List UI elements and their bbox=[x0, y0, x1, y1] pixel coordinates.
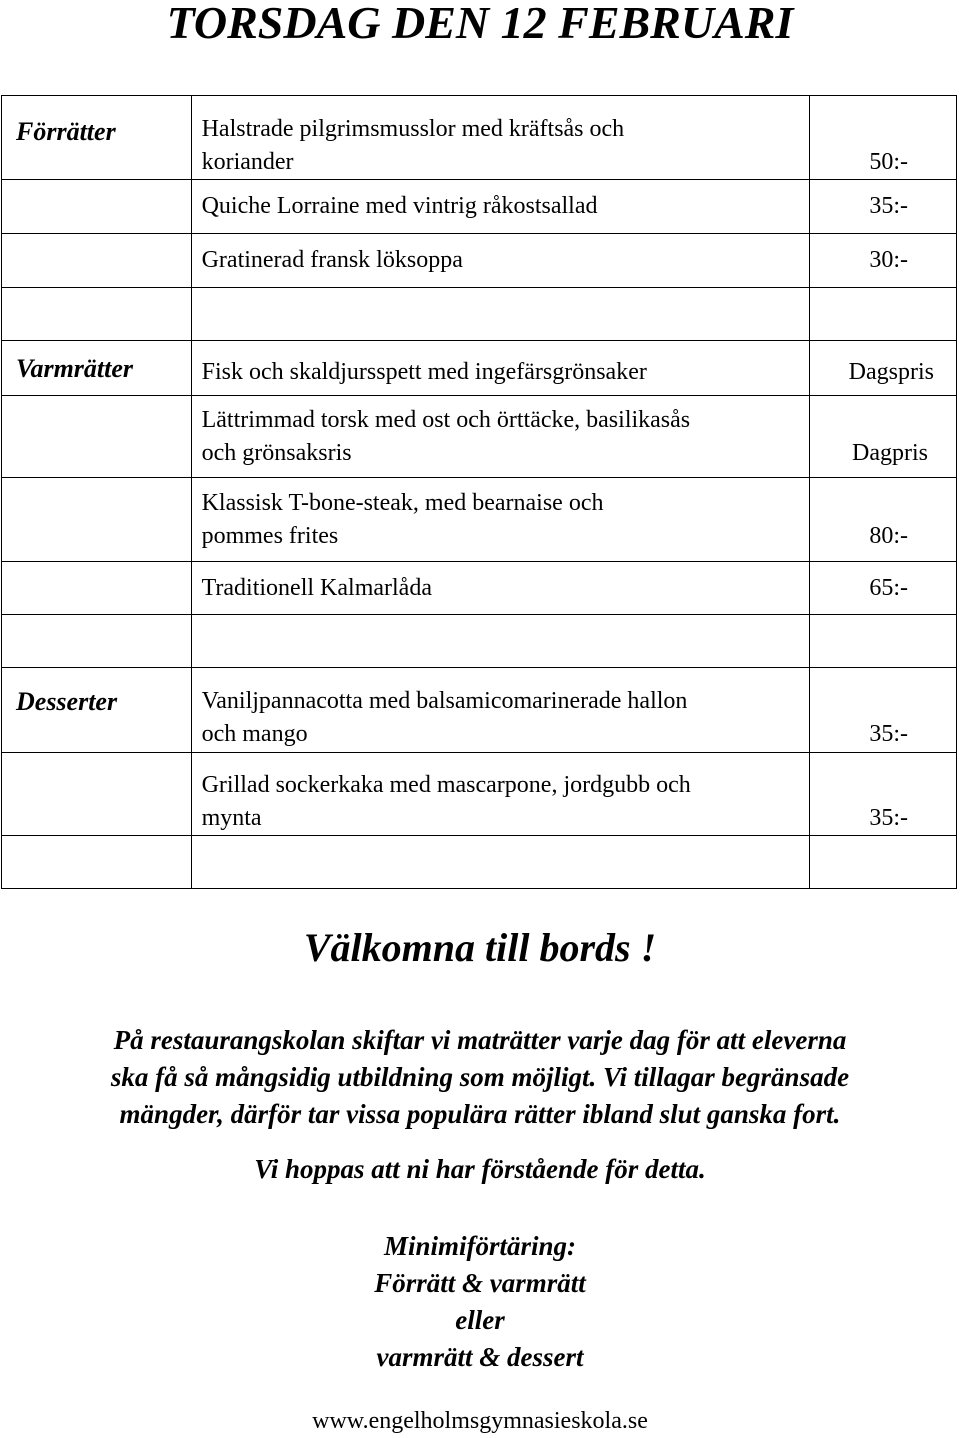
price-cell bbox=[809, 668, 956, 753]
price-cell bbox=[809, 341, 956, 396]
dish-name: koriander bbox=[201, 149, 294, 175]
dish-price: Dagpris bbox=[852, 440, 928, 466]
info-line: På restaurangskolan skiftar vi maträtter varje dag för att eleverna bbox=[113, 1025, 847, 1055]
page-title: TORSDAG DEN 12 FEBRUARI bbox=[166, 0, 794, 48]
dish-cell bbox=[191, 478, 809, 562]
menu-row bbox=[2, 180, 957, 234]
section-cell bbox=[2, 234, 192, 288]
dish-name: Quiche Lorraine med vintrig råkostsallad bbox=[201, 193, 598, 219]
section-label-desserter: Desserter bbox=[16, 687, 118, 716]
section-cell bbox=[2, 562, 192, 615]
menu-row bbox=[2, 562, 957, 615]
menu-row bbox=[2, 96, 957, 180]
dish-price: 35:- bbox=[869, 193, 908, 219]
spacer-row bbox=[2, 615, 957, 668]
section-cell bbox=[2, 478, 192, 562]
dish-name: Gratinerad fransk löksoppa bbox=[201, 247, 463, 273]
dish-name: och mango bbox=[201, 721, 308, 747]
welcome-heading: Välkomna till bords ! bbox=[303, 925, 657, 970]
spacer-row bbox=[2, 288, 957, 341]
dish-price: 65:- bbox=[869, 575, 908, 601]
minimum-order bbox=[0, 1228, 960, 1376]
minimum-option-1: Förrätt & varmrätt bbox=[374, 1268, 586, 1298]
section-cell bbox=[2, 180, 192, 234]
section-cell bbox=[2, 396, 192, 478]
section-cell bbox=[2, 341, 192, 396]
menu-row bbox=[2, 668, 957, 753]
info-line: ska få så mångsidig utbildning som möjligt. Vi tillagar begränsade bbox=[110, 1062, 850, 1092]
menu-row bbox=[2, 753, 957, 836]
minimum-option-2: varmrätt & dessert bbox=[376, 1342, 584, 1372]
dish-price: 35:- bbox=[869, 721, 908, 747]
dish-name: Vaniljpannacotta med balsamicomarinerade hallon bbox=[201, 688, 688, 714]
section-label-forratter: Förrätter bbox=[16, 117, 116, 146]
menu-row bbox=[2, 234, 957, 288]
dish-cell bbox=[191, 562, 809, 615]
price-cell bbox=[809, 396, 956, 478]
menu-row bbox=[2, 396, 957, 478]
minimum-or: eller bbox=[455, 1305, 505, 1335]
dish-name: och grönsaksris bbox=[201, 440, 352, 466]
menu-row bbox=[2, 478, 957, 562]
price-cell bbox=[809, 753, 956, 836]
dish-price: 80:- bbox=[869, 523, 908, 549]
section-cell bbox=[2, 96, 192, 180]
dish-cell bbox=[191, 341, 809, 396]
dish-cell bbox=[191, 234, 809, 288]
menu-row bbox=[2, 341, 957, 396]
dish-cell bbox=[191, 668, 809, 753]
understanding-text: Vi hoppas att ni har förstående för detta. bbox=[254, 1154, 706, 1184]
price-cell bbox=[809, 478, 956, 562]
section-cell bbox=[2, 668, 192, 753]
dish-name: Klassisk T-bone-steak, med bearnaise och bbox=[201, 490, 604, 516]
dish-cell bbox=[191, 753, 809, 836]
dish-name: Grillad sockerkaka med mascarpone, jordgubb och bbox=[201, 772, 691, 798]
dish-cell bbox=[191, 180, 809, 234]
dish-name: Fisk och skaldjursspett med ingefärsgrönsaker bbox=[201, 359, 647, 385]
dish-price: 30:- bbox=[869, 247, 908, 273]
price-cell bbox=[809, 234, 956, 288]
dish-cell bbox=[191, 396, 809, 478]
dish-cell bbox=[191, 96, 809, 180]
price-cell bbox=[809, 96, 956, 180]
minimum-heading: Minimiförtäring: bbox=[383, 1231, 577, 1261]
dish-price: Dagspris bbox=[848, 359, 934, 385]
website-link[interactable]: www.engelholmsgymnasieskola.se bbox=[312, 1408, 648, 1434]
dish-price: 50:- bbox=[869, 149, 908, 175]
dish-name: pommes frites bbox=[201, 523, 339, 549]
price-cell bbox=[809, 562, 956, 615]
dish-name: Traditionell Kalmarlåda bbox=[201, 575, 432, 601]
menu-table bbox=[1, 95, 957, 889]
spacer-row bbox=[2, 836, 957, 889]
dish-name: Lättrimmad torsk med ost och örttäcke, basilikasås bbox=[201, 407, 691, 433]
info-line: mängder, därför tar vissa populära rätter ibland slut ganska fort. bbox=[119, 1099, 841, 1129]
section-cell bbox=[2, 753, 192, 836]
dish-price: 35:- bbox=[869, 805, 908, 831]
dish-name: Halstrade pilgrimsmusslor med kräftsås och bbox=[201, 116, 625, 142]
info-text bbox=[0, 1022, 960, 1133]
dish-name: mynta bbox=[201, 805, 262, 831]
price-cell bbox=[809, 180, 956, 234]
section-label-varmratter: Varmrätter bbox=[16, 354, 134, 383]
